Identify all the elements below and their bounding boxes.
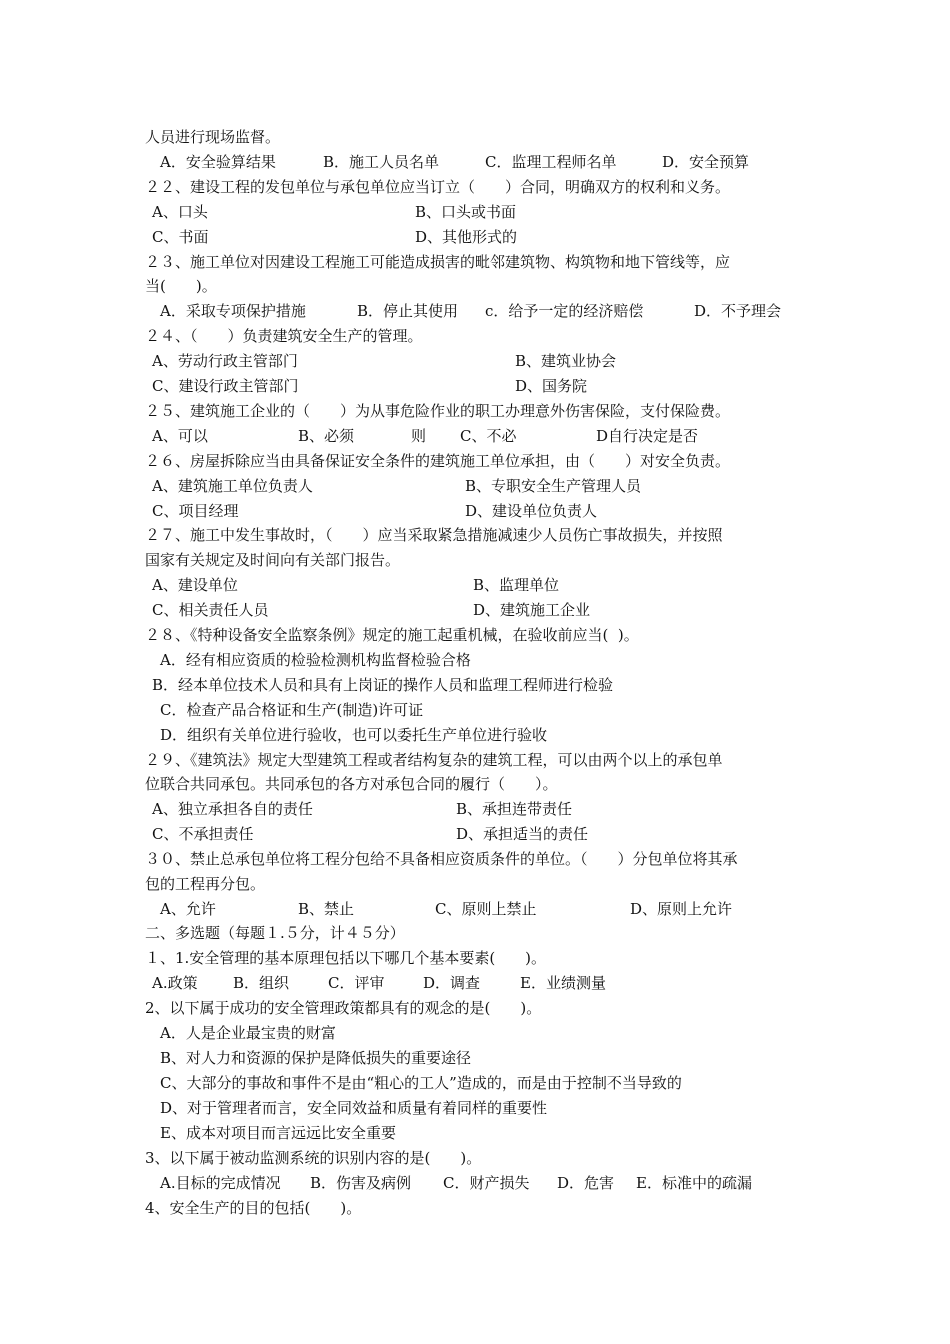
option-d: D、对于管理者而言，安全同效益和质量有着同样的重要性 (160, 1099, 548, 1117)
option-b: B．经本单位技术人员和具有上岗证的操作人员和监理工程师进行检验 (152, 676, 614, 694)
option-a: A、建筑施工单位负责人 (152, 477, 313, 495)
option-c: C．财产损失 (443, 1174, 530, 1192)
options-row (145, 201, 517, 223)
options-row (145, 972, 606, 994)
option-a: A．采取专项保护措施 (160, 302, 306, 320)
question-26: ２６、房屋拆除应当由具备保证安全条件的建筑施工单位承担，由（ ）对安全负责。 (145, 452, 731, 470)
option-b: B．伤害及病例 (310, 1174, 412, 1192)
multi-question-4: 4、安全生产的目的包括( )。 (145, 1199, 362, 1217)
option-e: E、成本对项目而言远远比安全重要 (160, 1124, 396, 1142)
options-row (145, 599, 591, 621)
options-row (145, 1172, 752, 1194)
options-row (145, 300, 782, 322)
question-22: ２２、建设工程的发包单位与承包单位应当订立（ ）合同，明确双方的权利和义务。 (145, 178, 731, 196)
options-row (145, 350, 617, 372)
text-line: 包的工程再分包。 (145, 875, 266, 893)
options-row (145, 500, 598, 522)
text-line: 位联合共同承包。共同承包的各方对承包合同的履行（ ）。 (145, 775, 558, 793)
options-row (145, 375, 588, 397)
option-c: C．检查产品合格证和生产(制造)许可证 (160, 701, 424, 719)
option-d: D．危害 (557, 1174, 615, 1192)
option-c: c．给予一定的经济赔偿 (485, 302, 644, 320)
option-e: E．标准中的疏漏 (636, 1174, 752, 1192)
option-b: B、专职安全生产管理人员 (465, 477, 642, 495)
multi-question-3: 3、以下属于被动监测系统的识别内容的是( )。 (145, 1149, 482, 1167)
option-b: B．停止其使用 (357, 302, 459, 320)
options-row (145, 425, 699, 447)
option-c: C、建设行政主管部门 (152, 377, 299, 395)
section-heading: 二、多选题（每题１.５分，计４５分） (145, 924, 405, 942)
option-b: B、建筑业协会 (515, 352, 617, 370)
option-d: D自行决定是否 (596, 427, 699, 445)
question-25: ２５、建筑施工企业的（ ）为从事危险作业的职工办理意外伤害保险，支付保险费。 (145, 402, 731, 420)
question-23: ２３、施工单位对因建设工程施工可能造成损害的毗邻建筑物、构筑物和地下管线等，应 (145, 253, 731, 271)
question-24: ２４、（ ）负责建筑安全生产的管理。 (145, 327, 423, 345)
option-d: D、建设单位负责人 (465, 502, 598, 520)
option-a: A、独立承担各自的责任 (152, 800, 313, 818)
option-c: C、大部分的事故和事件不是由“粗心的工人”造成的，而是由于控制不当导致的 (160, 1074, 682, 1092)
option-b: B、对人力和资源的保护是降低损失的重要途径 (160, 1049, 472, 1067)
option-d: D．不予理会 (694, 302, 782, 320)
question-30: ３０、禁止总承包单位将工程分包给不具备相应资质条件的单位。（ ）分包单位将其承 (145, 850, 738, 868)
option-a: A、允许 (160, 900, 216, 918)
option-c: C．监理工程师名单 (485, 153, 617, 171)
option-a: A．经有相应资质的检验检测机构监督检验合格 (160, 651, 471, 669)
option-d: D、其他形式的 (415, 228, 518, 246)
option-c: C、书面 (152, 228, 209, 246)
option-c: C、不必 (460, 427, 517, 445)
option-a: A.目标的完成情况 (160, 1174, 281, 1192)
option-b: B、监理单位 (473, 576, 560, 594)
question-27: ２７、施工中发生事故时，（ ）应当采取紧急措施减速少人员伤亡事故损失，并按照 (145, 526, 723, 544)
option-a: A．安全验算结果 (160, 153, 276, 171)
option-b: B、禁止 (298, 900, 355, 918)
option-b: B．施工人员名单 (323, 153, 440, 171)
options-row (145, 798, 573, 820)
text-line: 国家有关规定及时间向有关部门报告。 (145, 551, 401, 569)
options-row (145, 574, 560, 596)
options-row (145, 475, 642, 497)
option-c: C、相关责任人员 (152, 601, 269, 619)
option-d: D、建筑施工企业 (473, 601, 591, 619)
option-b: B、承担连带责任 (456, 800, 573, 818)
option-c: C．评审 (328, 974, 385, 992)
option-a: A、劳动行政主管部门 (152, 352, 298, 370)
option-c: C、不承担责任 (152, 825, 254, 843)
option-d: D、国务院 (515, 377, 588, 395)
options-row (145, 898, 733, 920)
option-a: A．人是企业最宝贵的财富 (160, 1024, 336, 1042)
option-d: D、承担适当的责任 (456, 825, 589, 843)
option-b: B、口头或书面 (415, 203, 517, 221)
option-c: C、项目经理 (152, 502, 239, 520)
option-b: B．组织 (233, 974, 290, 992)
options-row (145, 226, 518, 248)
option-d: D．调查 (423, 974, 481, 992)
option-a: A、口头 (152, 203, 208, 221)
option-fragment: 则 (411, 427, 427, 445)
option-a: A、建设单位 (152, 576, 238, 594)
question-29: ２９、《建筑法》规定大型建筑工程或者结构复杂的建筑工程，可以由两个以上的承包单 (145, 751, 723, 769)
multi-question-2: 2、以下属于成功的安全管理政策都具有的观念的是( )。 (145, 999, 542, 1017)
option-e: E．业绩测量 (520, 974, 606, 992)
option-b: B、必须 (298, 427, 355, 445)
option-d: D．组织有关单位进行验收，也可以委托生产单位进行验收 (160, 726, 548, 744)
option-d: D．安全预算 (662, 153, 750, 171)
question-28: ２８、《特种设备安全监察条例》规定的施工起重机械，在验收前应当( )。 (145, 626, 639, 644)
multi-question-1: １、1.安全管理的基本原理包括以下哪几个基本要素( )。 (145, 949, 547, 967)
options-row (145, 823, 589, 845)
option-a: A.政策 (152, 974, 198, 992)
text-line: 人员进行现场监督。 (145, 128, 281, 146)
option-c: C、原则上禁止 (435, 900, 537, 918)
option-d: D、原则上允许 (630, 900, 733, 918)
option-a: A、可以 (152, 427, 208, 445)
options-row (145, 151, 750, 173)
text-line: 当( )。 (145, 277, 217, 295)
